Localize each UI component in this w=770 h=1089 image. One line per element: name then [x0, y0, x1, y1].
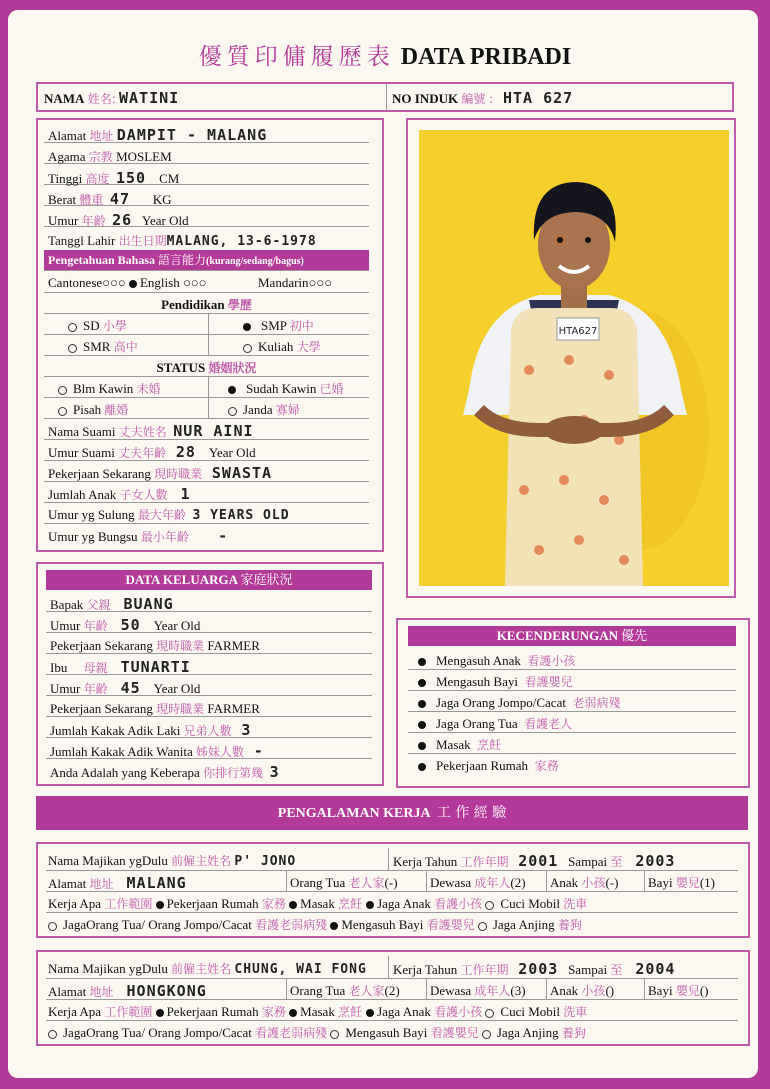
job-entry: Nama Majikan ygDulu 前僱主姓名 CHUNG, WAI FONG Kerja Tahun 工作年期 2003 Sampai 至 2004 Alamat 地址 HONGKONG Orang Tua 老人家(2) Dewasa 成年人(3) Anak 小孩() Bayi 嬰兒() Kerja Apa 工作範圍 Pekerjaan Rumah 家務 Masak 烹飪 Jaga Anak 看護小孩 Cuci Mobil 洗車 JagaOrang Tua/ Orang Jompo/Cacat 看護老弱病殘 Mengasuh Bayi 看護嬰兒 Jaga Anjing 養狗	[36, 950, 750, 1046]
selected-dot	[418, 658, 426, 666]
name-row: NAMA 姓名: WATINI NO INDUK 編號 : HTA 627	[36, 82, 734, 112]
svg-text:HTA627: HTA627	[558, 326, 598, 337]
preference-item: Mengasuh Bayi 看護嬰兒	[418, 673, 572, 690]
preference-item: Mengasuh Anak 看護小孩	[418, 652, 575, 669]
preference-item: Jaga Orang Tua 看護老人	[418, 715, 572, 732]
preference-item: Jaga Orang Jompo/Cacat 老弱病殘	[418, 694, 620, 711]
preference-item: Pekerjaan Rumah 家務	[418, 757, 559, 774]
personal-data-box: Alamat 地址 DAMPIT - MALANG Agama 宗教 MOSLEM Tinggi 高度 150 CM Berat 體重 47 KG Umur 年齡 26 Year Old Tanggl Lahir 出生日期MALANG, 13-6-1978 Pengetahuan Bahasa 語言能力(kurang/sedang/bagus) Cantonese○○○ English ○○○ Mandarin○○○ Pendidikan 學歷 SD 小學 SMP 初中 SMR 高中 Kuliah 大學 STATUS 婚姻狀況 Blm Kawin 未婚 Sudah Kawin 已婚 Pisah 離婚 Janda 寡婦 Nama Suami 丈夫姓名 NUR AINI Umur Suami 丈夫年齡 28 Year Old Pekerjaan Sekarang 現時職業 SWASTA Jumlah Anak 子女人數 1 Umur yg Sulung 最大年齡 3 YEARS OLD Umur yg Bungsu 最小年齡 -	[36, 118, 384, 552]
selected-dot	[418, 763, 426, 771]
selected-dot	[418, 679, 426, 687]
job-entry: Nama Majikan ygDulu 前僱主姓名 P' JONO Kerja Tahun 工作年期 2001 Sampai 至 2003 Alamat 地址 MALANG Orang Tua 老人家(-) Dewasa 成年人(2) Anak 小孩(-) Bayi 嬰兒(1) Kerja Apa 工作範圍 Pekerjaan Rumah 家務 Masak 烹飪 Jaga Anak 看護小孩 Cuci Mobil 洗車 JagaOrang Tua/ Orang Jompo/Cacat 看護老弱病殘 Mengasuh Bayi 看護嬰兒 Jaga Anjing 養狗	[36, 842, 750, 938]
id-number-value: HTA 627	[502, 89, 574, 107]
language-header: Pengetahuan Bahasa 語言能力(kurang/sedang/bagus)	[44, 250, 369, 270]
work-experience-header: PENGALAMAN KERJA 工 作 經 驗	[36, 796, 748, 830]
name-value: WATINI	[118, 89, 180, 107]
family-data-box: DATA KELUARGA 家庭狀況 Bapak 父親 BUANG Umur 年齡 50 Year Old Pekerjaan Sekarang 現時職業 FARMER Ibu 母親 TUNARTI Umur 年齡 45 Year Old Pekerjaan Sekarang 現時職業 FARMER Jumlah Kakak Adik Laki 兄弟人數 3 Jumlah Kakak Adik Wanita 姊妹人數 - Anda Adalah yang Keberapa 你排行第幾 3	[36, 562, 384, 786]
selected-dot	[418, 700, 426, 708]
selected-dot	[418, 742, 426, 750]
portrait-illustration	[419, 130, 729, 586]
preference-item: Masak 烹飪	[418, 736, 501, 753]
selected-dot	[418, 721, 426, 729]
preferences-box: KECENDERUNGAN 優先 Mengasuh Anak 看護小孩 Mengasuh Bayi 看護嬰兒 Jaga Orang Jompo/Cacat 老弱病殘 Jaga Orang Tua 看護老人 Masak 烹飪 Pekerjaan Rumah 家務	[396, 618, 750, 788]
portrait-photo	[419, 130, 729, 586]
page-title: 優質印傭履歷表 DATA PRIBADI	[198, 44, 572, 70]
